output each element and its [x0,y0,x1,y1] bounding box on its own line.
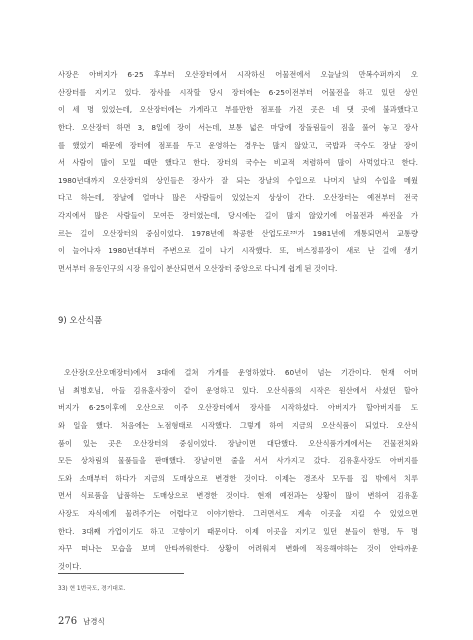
text-line: 것이다. [58,562,82,572]
text-line: 각지에서 많은 사람들이 모여든 장터였는데, 당시에는 길이 많지 않았기에 어물전과 싸전을 가 [58,211,418,221]
footnote: 33) 현 1번국도, 경기대로. [58,586,126,592]
section-heading: 9) 오산식품 [58,316,103,326]
text-line: 자꾸 떠나는 모습을 보며 안타까워한다. 상황이 어려워져 변화에 적응해야하는 것이 안타까운 [58,544,418,554]
text-line: 오산장(오산오매장터)에서 3대에 걸쳐 가게를 운영하였다. 60년이 넘는 기간이다. 현재 어머 [64,368,418,377]
footnote-divider [58,573,184,574]
text-line: 면서 식료품을 납품하는 도매상으로 변경한 것이다. 현재 예전과는 상황이 많이 변하여 김유훈 [58,491,418,501]
page-footer [58,616,105,627]
text-line: 를 했었기 때문에 장터에 점포를 두고 운영하는 경우는 많지 않았고, 국밥과 국수도 장날 장이 [58,140,418,150]
text-line: 도와 소매부터 하다가 지금의 도매상으로 변경한 것이다. 이제는 경조사 모두를 집 밖에서 치루 [58,473,418,483]
text-line: 이 세 명 있었는데, 오산장터에는 가게라고 부를만한 점포를 가진 곳은 네 댓 곳에 불과했다고 [58,105,418,115]
text-line: 이 늘어나자 1980년대부터 주변으로 길이 나기 시작했다. 또, 버스정류장이 새로 난 길에 생기 [58,246,418,256]
text-line: 한다. 오산장터 하면 3, 8일에 장이 서는데, 보통 넓은 마당에 장돌림들이 짐을 풀어 놓고 장사 [58,122,418,132]
body-paragraph-2 [58,364,418,576]
text-line: 사장은 아버지가 6·25 후부터 오산장터에서 시작하신 어물전에서 오늘날의 만복수퍼까지 오 [58,70,418,79]
text-line: 서 사람이 많이 모일 때만 했다고 한다. 장터의 국수는 비교적 저렴하여 많이 사먹었다고 한다. [58,158,418,168]
text-line: 다고 하는데, 장날에 얼마나 많은 사람들이 있었는지 상상이 간다. 오산장터는 예전부터 전국 [58,193,418,203]
text-line: 버지가 6·25이후에 오산으로 이주 오산장터에서 장사를 시작하셨다. 아버지가 할아버지를 도 [58,403,418,413]
text-line: 모든 상차림의 물품들을 판매했다. 장날이면 줄을 서서 사가지고 갔다. 김유훈사장도 아버지를 [58,456,418,466]
text-line: 한다. 3대째 가업이기도 하고 고향이기 때문이다. 이제 이곳을 지키고 있던 분들이 한명, 두 명 [58,526,418,536]
text-line: 와 일을 했다. 처음에는 노점형태로 시작했다. 그렇게 하여 지금의 오산식품이 되었다. 오산식 [58,420,418,430]
text-line: 님 최병호님, 아들 김유훈사장이 같이 운영하고 있다. 오산식품의 시작은 원산에서 사셨던 할아 [58,385,418,395]
text-line: 사장도 자식에게 물려주기는 어렵다고 이야기한다. 그러면서도 계속 이곳을 지킬 수 있었으면 [58,509,418,519]
text-line: 산장터를 지키고 있다. 장사를 시작할 당시 장터에는 6·25이전부터 어물전을 하고 있던 상인 [58,87,418,97]
text-line: 면서부터 유동인구의 시장 유입이 분산되면서 오산장터 중앙으로 다니게 쉽게 된 것이다. [58,264,338,274]
page-number: 276 [58,616,78,627]
text-line: 1980년대까지 오산장터의 상인들은 장사가 잘 되는 장날의 수입으로 나머지 날의 수입을 메웠 [58,175,418,185]
author-name: 남경식 [82,617,105,626]
text-line: 품이 있는 곳은 오산장터의 중심이었다. 장날이면 대단했다. 오산식품가게에서는 건물전처와 [58,438,418,448]
text-line: 르는 길이 오산장터의 중심이었다. 1978년에 착공한 산업도로³³⁾가 1981년에 개통되면서 교통량 [58,228,418,238]
body-paragraph-1 [58,66,418,278]
